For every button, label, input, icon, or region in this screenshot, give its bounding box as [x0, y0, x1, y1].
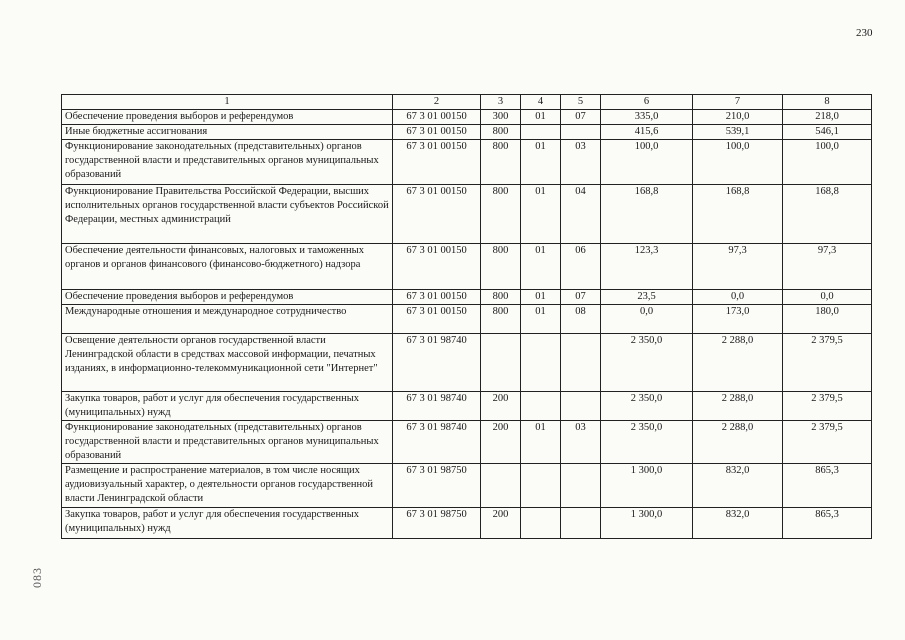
row-value-2024-cell: 168,8 [601, 185, 693, 244]
table-row [62, 110, 872, 125]
row-pr-cell [561, 392, 601, 421]
row-value-2024-cell: 1 300,0 [601, 508, 693, 539]
row-name-cell: Функционирование Правительства Российской Федерации, высших исполнительных органов государственной власти субъектов Российской Федерации, местных администраций [62, 185, 393, 244]
row-vr-cell: 800 [481, 244, 521, 290]
row-value-2026-cell: 2 379,5 [783, 421, 872, 464]
row-rz-cell: 01 [521, 185, 561, 244]
table-row [62, 305, 872, 334]
table-row [62, 464, 872, 508]
row-value-2024-cell: 2 350,0 [601, 421, 693, 464]
table-body [62, 95, 872, 539]
row-code-cell: 67 3 01 00150 [393, 290, 481, 305]
row-value-2024-cell: 335,0 [601, 110, 693, 125]
header-cell: 3 [481, 95, 521, 110]
row-value-2026-cell: 865,3 [783, 508, 872, 539]
row-value-2026-cell: 168,8 [783, 185, 872, 244]
row-vr-cell: 800 [481, 185, 521, 244]
header-cell: 5 [561, 95, 601, 110]
row-code-cell: 67 3 01 00150 [393, 185, 481, 244]
row-value-2024-cell: 1 300,0 [601, 464, 693, 508]
row-value-2025-cell: 210,0 [693, 110, 783, 125]
row-rz-cell [521, 508, 561, 539]
row-value-2026-cell: 865,3 [783, 464, 872, 508]
row-code-cell: 67 3 01 00150 [393, 125, 481, 140]
row-code-cell: 67 3 01 98740 [393, 421, 481, 464]
row-pr-cell: 04 [561, 185, 601, 244]
row-rz-cell: 01 [521, 244, 561, 290]
row-rz-cell [521, 392, 561, 421]
row-code-cell: 67 3 01 98750 [393, 508, 481, 539]
row-name-cell: Функционирование законодательных (представительных) органов государственной власти и представительных органов муниципальных образований [62, 421, 393, 464]
row-pr-cell [561, 334, 601, 392]
row-value-2025-cell: 173,0 [693, 305, 783, 334]
row-code-cell: 67 3 01 00150 [393, 110, 481, 125]
row-value-2026-cell: 97,3 [783, 244, 872, 290]
row-value-2024-cell: 23,5 [601, 290, 693, 305]
row-rz-cell: 01 [521, 110, 561, 125]
header-cell: 2 [393, 95, 481, 110]
row-value-2026-cell: 546,1 [783, 125, 872, 140]
row-pr-cell: 03 [561, 140, 601, 185]
row-value-2024-cell: 0,0 [601, 305, 693, 334]
row-pr-cell [561, 464, 601, 508]
row-name-cell: Функционирование законодательных (представительных) органов государственной власти и представительных органов муниципальных образований [62, 140, 393, 185]
row-rz-cell: 01 [521, 421, 561, 464]
row-value-2025-cell: 2 288,0 [693, 421, 783, 464]
row-value-2024-cell: 123,3 [601, 244, 693, 290]
table-row [62, 290, 872, 305]
row-value-2026-cell: 100,0 [783, 140, 872, 185]
row-name-cell: Закупка товаров, работ и услуг для обеспечения государственных (муниципальных) нужд [62, 508, 393, 539]
row-vr-cell: 800 [481, 125, 521, 140]
row-vr-cell: 800 [481, 305, 521, 334]
budget-table [61, 94, 872, 539]
row-code-cell: 67 3 01 98740 [393, 334, 481, 392]
row-vr-cell: 800 [481, 140, 521, 185]
side-stamp: 083 [30, 567, 44, 588]
row-value-2026-cell: 0,0 [783, 290, 872, 305]
row-vr-cell [481, 464, 521, 508]
row-value-2026-cell: 2 379,5 [783, 392, 872, 421]
header-cell: 1 [62, 95, 393, 110]
row-rz-cell: 01 [521, 140, 561, 185]
row-code-cell: 67 3 01 98750 [393, 464, 481, 508]
row-code-cell: 67 3 01 98740 [393, 392, 481, 421]
row-vr-cell: 200 [481, 392, 521, 421]
row-name-cell: Иные бюджетные ассигнования [62, 125, 393, 140]
row-name-cell: Закупка товаров, работ и услуг для обеспечения государственных (муниципальных) нужд [62, 392, 393, 421]
row-name-cell: Обеспечение проведения выборов и референдумов [62, 290, 393, 305]
row-vr-cell: 200 [481, 508, 521, 539]
row-value-2026-cell: 2 379,5 [783, 334, 872, 392]
table-row [62, 392, 872, 421]
row-code-cell: 67 3 01 00150 [393, 305, 481, 334]
row-value-2025-cell: 2 288,0 [693, 392, 783, 421]
header-cell: 6 [601, 95, 693, 110]
row-value-2024-cell: 2 350,0 [601, 334, 693, 392]
row-name-cell: Международные отношения и международное сотрудничество [62, 305, 393, 334]
row-name-cell: Обеспечение деятельности финансовых, налоговых и таможенных органов и органов финансового (финансово-бюджетного) надзора [62, 244, 393, 290]
row-value-2024-cell: 100,0 [601, 140, 693, 185]
header-row [62, 95, 872, 110]
row-name-cell: Освещение деятельности органов государственной власти Ленинградской области в средствах массовой информации, печатных изданиях, в информационно-телекоммуникационной сети "Интернет" [62, 334, 393, 392]
header-cell: 4 [521, 95, 561, 110]
row-value-2026-cell: 218,0 [783, 110, 872, 125]
row-vr-cell: 800 [481, 290, 521, 305]
row-rz-cell: 01 [521, 305, 561, 334]
table-row [62, 185, 872, 244]
page-number: 230 [856, 27, 873, 39]
row-value-2025-cell: 2 288,0 [693, 334, 783, 392]
row-rz-cell [521, 334, 561, 392]
row-pr-cell: 08 [561, 305, 601, 334]
row-vr-cell [481, 334, 521, 392]
row-code-cell: 67 3 01 00150 [393, 244, 481, 290]
header-cell: 8 [783, 95, 872, 110]
header-cell: 7 [693, 95, 783, 110]
row-code-cell: 67 3 01 00150 [393, 140, 481, 185]
row-value-2025-cell: 832,0 [693, 508, 783, 539]
table-row [62, 125, 872, 140]
row-value-2025-cell: 97,3 [693, 244, 783, 290]
row-vr-cell: 300 [481, 110, 521, 125]
row-value-2024-cell: 2 350,0 [601, 392, 693, 421]
table-row [62, 421, 872, 464]
row-value-2025-cell: 168,8 [693, 185, 783, 244]
row-rz-cell: 01 [521, 290, 561, 305]
table-row [62, 244, 872, 290]
table-row [62, 508, 872, 539]
row-rz-cell [521, 464, 561, 508]
row-value-2025-cell: 0,0 [693, 290, 783, 305]
row-pr-cell: 07 [561, 290, 601, 305]
row-pr-cell [561, 508, 601, 539]
row-rz-cell [521, 125, 561, 140]
row-pr-cell [561, 125, 601, 140]
row-value-2024-cell: 415,6 [601, 125, 693, 140]
row-value-2026-cell: 180,0 [783, 305, 872, 334]
row-name-cell: Размещение и распространение материалов, в том числе носящих аудиовизуальный характер, о деятельности органов государственной власти Ленинградской области [62, 464, 393, 508]
row-pr-cell: 06 [561, 244, 601, 290]
table-row [62, 334, 872, 392]
row-pr-cell: 03 [561, 421, 601, 464]
row-value-2025-cell: 539,1 [693, 125, 783, 140]
row-name-cell: Обеспечение проведения выборов и референдумов [62, 110, 393, 125]
row-vr-cell: 200 [481, 421, 521, 464]
table-row [62, 140, 872, 185]
row-value-2025-cell: 100,0 [693, 140, 783, 185]
row-pr-cell: 07 [561, 110, 601, 125]
row-value-2025-cell: 832,0 [693, 464, 783, 508]
